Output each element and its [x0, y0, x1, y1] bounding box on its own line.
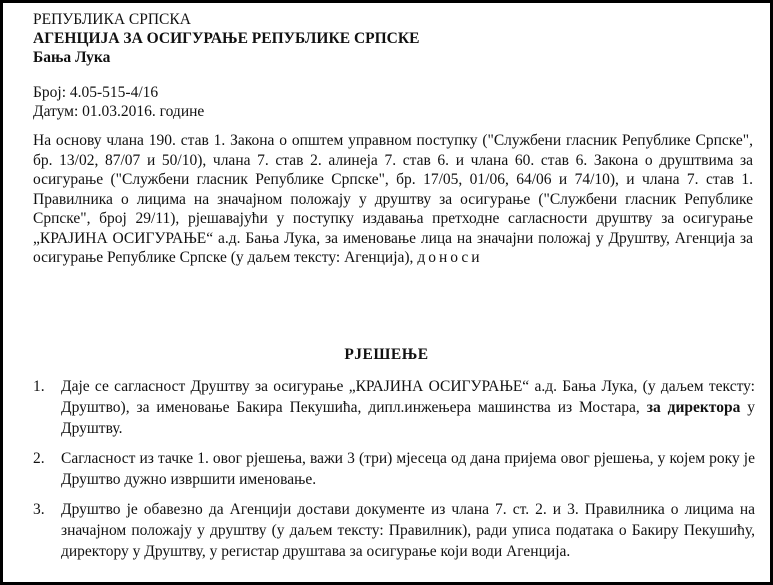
- intro-text: На основу члана 190. став 1. Закона о општем управном поступку ("Службени гласник Републике Српске", бр. 13/02, 87/07 и 50/10), члана 7. став 2. алинеја 7. став 6. и члана 60. став 6. Закона о друштвима за осигурање ("Службени гласник Републике Српске", бр. 17/05, 01/06, 64/06 и 74/10), и члана 7. став 1. Правилника о лицима на значајном положају у друштву за осигурање ("Службени гласник Републике Српске", број 29/11), рјешавајући у поступку издавања претходне сагласности друштву за осигурање „КРАЈИНА ОСИГУРАЊЕ“ а.д. Бања Лука, за именовање лица на значајни положај у Друштву, Агенција за осигурање Републике Српске (у даљем тексту: Агенција),: [33, 132, 753, 266]
- decision-item-2: [33, 448, 755, 490]
- document-date: Датум: 01.03.2016. године: [33, 103, 205, 120]
- intro-paragraph: [33, 131, 753, 268]
- document-number: Број: 4.05-515-4/16: [33, 84, 159, 101]
- item-text: Сагласност из тачке 1. овог рјешења, важи 3 (три) мјесеца од дана пријема овог рјешења, у којем року је Друштво дужно извршити именовање.: [61, 450, 755, 488]
- republic-name: РЕПУБЛИКА СРПСКА: [33, 11, 191, 28]
- item-number: 3.: [33, 501, 45, 518]
- item-text: Даје се сагласност Друштву за осигурање „КРАЈИНА ОСИГУРАЊЕ“ а.д. Бања Лука, (у даљем тексту: Друштво), за именовање Бакира Пекушића, дипл.инжењера машинства из Мостара,: [61, 378, 755, 416]
- item-number: 1.: [33, 378, 45, 395]
- decision-item-3: [33, 499, 755, 562]
- decision-item-1: [33, 376, 755, 439]
- decision-title: РЈЕШЕЊЕ: [344, 346, 429, 363]
- intro-verb: доноси: [417, 249, 483, 266]
- decision-items: [33, 376, 755, 571]
- item-text-end: у Друштву.: [61, 399, 756, 437]
- item-text: Друштво је обавезно да Агенцији достави документе из члана 7. ст. 2. и 3. Правилника о лицима на значајном положају у друштву (у даљем тексту: Правилник), ради уписа података о Бакиру Пекушићу, директору у Друштву, у регистар друштава за осигурање који води Агенција.: [61, 501, 755, 560]
- item-number: 2.: [33, 450, 45, 467]
- document-header: [33, 10, 419, 67]
- item-bold-text: за директора: [646, 399, 741, 416]
- document-meta: [33, 83, 204, 121]
- agency-name: АГЕНЦИЈА ЗА ОСИГУРАЊЕ РЕПУБЛИКЕ СРПСКЕ: [33, 30, 420, 47]
- city-name: Бања Лука: [33, 49, 111, 66]
